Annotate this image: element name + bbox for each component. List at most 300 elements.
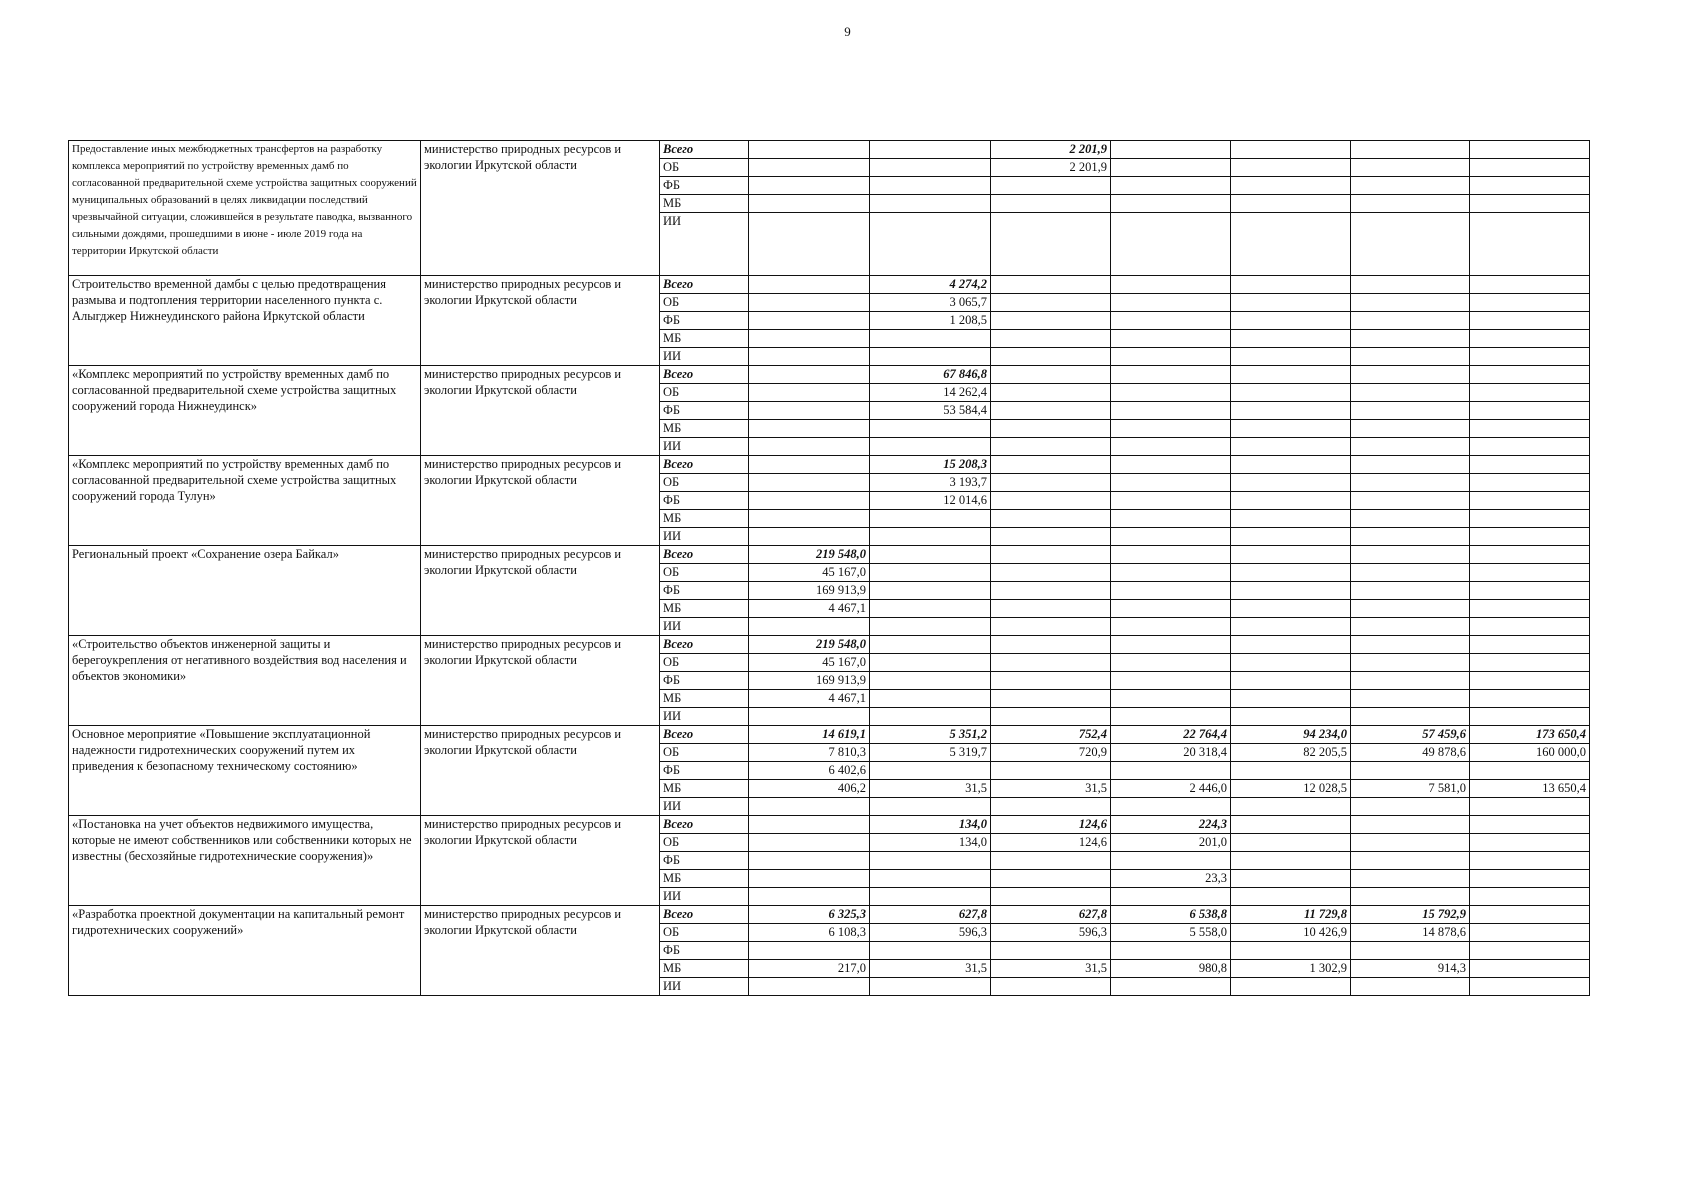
table-row xyxy=(69,456,1590,474)
amount-cell: 219 548,0 xyxy=(749,636,870,654)
amount-cell xyxy=(870,762,991,780)
amount-cell xyxy=(1351,420,1470,438)
amount-cell xyxy=(991,888,1111,906)
amount-cell: 14 262,4 xyxy=(870,384,991,402)
amount-cell xyxy=(1470,618,1590,636)
amount-cell xyxy=(991,600,1111,618)
amount-cell xyxy=(1231,816,1351,834)
amount-cell: 2 201,9 xyxy=(991,159,1111,177)
amount-cell xyxy=(1231,942,1351,960)
funding-source-cell: ОБ xyxy=(660,384,749,402)
amount-cell xyxy=(870,654,991,672)
amount-cell xyxy=(1470,798,1590,816)
event-name-cell: «Комплекс мероприятий по устройству временных дамб по согласованной предварительной схеме устройства защитных сооружений города Нижнеудинск» xyxy=(69,366,421,456)
amount-cell xyxy=(1231,402,1351,420)
amount-cell xyxy=(1111,312,1231,330)
amount-cell xyxy=(1470,276,1590,294)
funding-source-cell: Всего xyxy=(660,816,749,834)
funding-source-cell: ИИ xyxy=(660,618,749,636)
funding-source-cell: ИИ xyxy=(660,348,749,366)
amount-cell xyxy=(1351,654,1470,672)
amount-cell xyxy=(1351,690,1470,708)
amount-cell xyxy=(1231,636,1351,654)
funding-source-cell: ОБ xyxy=(660,294,749,312)
amount-cell xyxy=(1351,834,1470,852)
amount-cell xyxy=(1470,438,1590,456)
event-name-cell: «Постановка на учет объектов недвижимого имущества, которые не имеют собственников или собственники которых не известны (бесхозяйные гидротехнические сооружения)» xyxy=(69,816,421,906)
amount-cell xyxy=(1111,690,1231,708)
amount-cell: 31,5 xyxy=(870,960,991,978)
amount-cell: 5 319,7 xyxy=(870,744,991,762)
amount-cell: 134,0 xyxy=(870,834,991,852)
amount-cell xyxy=(991,564,1111,582)
amount-cell xyxy=(991,312,1111,330)
amount-cell: 4 467,1 xyxy=(749,600,870,618)
amount-cell xyxy=(1231,600,1351,618)
table-row xyxy=(69,141,1590,159)
funding-source-cell: ФБ xyxy=(660,942,749,960)
amount-cell: 134,0 xyxy=(870,816,991,834)
funding-source-cell: ОБ xyxy=(660,744,749,762)
amount-cell xyxy=(749,348,870,366)
amount-cell xyxy=(1351,618,1470,636)
amount-cell xyxy=(749,294,870,312)
funding-source-cell: ОБ xyxy=(660,159,749,177)
amount-cell: 219 548,0 xyxy=(749,546,870,564)
funding-source-cell: МБ xyxy=(660,600,749,618)
amount-cell: 14 878,6 xyxy=(1351,924,1470,942)
amount-cell: 406,2 xyxy=(749,780,870,798)
amount-cell xyxy=(1351,762,1470,780)
amount-cell xyxy=(749,456,870,474)
amount-cell xyxy=(749,798,870,816)
amount-cell xyxy=(870,870,991,888)
amount-cell xyxy=(1111,546,1231,564)
amount-cell xyxy=(1470,177,1590,195)
amount-cell: 12 014,6 xyxy=(870,492,991,510)
amount-cell xyxy=(1351,456,1470,474)
amount-cell xyxy=(1351,438,1470,456)
amount-cell xyxy=(1351,474,1470,492)
amount-cell xyxy=(1231,762,1351,780)
amount-cell xyxy=(1231,177,1351,195)
amount-cell xyxy=(1351,852,1470,870)
amount-cell: 49 878,6 xyxy=(1351,744,1470,762)
amount-cell xyxy=(991,294,1111,312)
funding-source-cell: Всего xyxy=(660,456,749,474)
amount-cell: 720,9 xyxy=(991,744,1111,762)
amount-cell xyxy=(991,852,1111,870)
amount-cell: 169 913,9 xyxy=(749,582,870,600)
amount-cell xyxy=(1351,816,1470,834)
amount-cell xyxy=(991,474,1111,492)
amount-cell xyxy=(870,438,991,456)
amount-cell xyxy=(1351,177,1470,195)
amount-cell xyxy=(870,798,991,816)
amount-cell xyxy=(991,402,1111,420)
amount-cell xyxy=(1351,276,1470,294)
amount-cell xyxy=(749,195,870,213)
amount-cell xyxy=(1111,384,1231,402)
organization-cell: министерство природных ресурсов и экологии Иркутской области xyxy=(421,546,660,636)
amount-cell xyxy=(1351,294,1470,312)
amount-cell xyxy=(1470,870,1590,888)
amount-cell xyxy=(991,420,1111,438)
event-name-cell: «Комплекс мероприятий по устройству временных дамб по согласованной предварительной схеме устройства защитных сооружений города Тулун» xyxy=(69,456,421,546)
amount-cell xyxy=(1351,213,1470,276)
amount-cell xyxy=(1231,618,1351,636)
amount-cell xyxy=(1351,141,1470,159)
amount-cell xyxy=(991,654,1111,672)
amount-cell xyxy=(991,798,1111,816)
amount-cell: 11 729,8 xyxy=(1231,906,1351,924)
amount-cell xyxy=(1111,276,1231,294)
amount-cell xyxy=(1231,690,1351,708)
amount-cell xyxy=(991,636,1111,654)
amount-cell xyxy=(1231,312,1351,330)
amount-cell: 45 167,0 xyxy=(749,564,870,582)
funding-source-cell: Всего xyxy=(660,141,749,159)
amount-cell xyxy=(749,276,870,294)
amount-cell xyxy=(991,942,1111,960)
amount-cell xyxy=(1231,888,1351,906)
organization-cell: министерство природных ресурсов и экологии Иркутской области xyxy=(421,276,660,366)
amount-cell xyxy=(991,177,1111,195)
amount-cell xyxy=(1231,456,1351,474)
amount-cell xyxy=(991,276,1111,294)
amount-cell xyxy=(1470,510,1590,528)
amount-cell xyxy=(1231,834,1351,852)
amount-cell xyxy=(1470,834,1590,852)
amount-cell: 4 274,2 xyxy=(870,276,991,294)
amount-cell xyxy=(1470,762,1590,780)
amount-cell xyxy=(1231,852,1351,870)
amount-cell xyxy=(1111,492,1231,510)
funding-source-cell: ФБ xyxy=(660,762,749,780)
amount-cell xyxy=(1231,141,1351,159)
amount-cell xyxy=(870,141,991,159)
funding-source-cell: ОБ xyxy=(660,474,749,492)
amount-cell: 5 351,2 xyxy=(870,726,991,744)
funding-source-cell: ФБ xyxy=(660,852,749,870)
amount-cell xyxy=(749,978,870,996)
amount-cell xyxy=(1351,528,1470,546)
amount-cell xyxy=(1470,213,1590,276)
funding-source-cell: ФБ xyxy=(660,582,749,600)
amount-cell: 1 208,5 xyxy=(870,312,991,330)
amount-cell xyxy=(1470,690,1590,708)
funding-source-cell: ФБ xyxy=(660,402,749,420)
amount-cell xyxy=(991,348,1111,366)
amount-cell xyxy=(1470,978,1590,996)
amount-cell xyxy=(1231,672,1351,690)
funding-source-cell: ИИ xyxy=(660,798,749,816)
amount-cell xyxy=(749,312,870,330)
amount-cell xyxy=(749,852,870,870)
amount-cell xyxy=(749,420,870,438)
amount-cell xyxy=(870,177,991,195)
amount-cell xyxy=(870,618,991,636)
amount-cell xyxy=(870,213,991,276)
amount-cell: 31,5 xyxy=(991,960,1111,978)
amount-cell: 6 108,3 xyxy=(749,924,870,942)
amount-cell xyxy=(1231,564,1351,582)
amount-cell xyxy=(749,474,870,492)
amount-cell: 752,4 xyxy=(991,726,1111,744)
amount-cell xyxy=(1470,420,1590,438)
amount-cell xyxy=(991,213,1111,276)
amount-cell xyxy=(1231,438,1351,456)
amount-cell: 4 467,1 xyxy=(749,690,870,708)
table-row xyxy=(69,726,1590,744)
amount-cell: 94 234,0 xyxy=(1231,726,1351,744)
amount-cell: 2 446,0 xyxy=(1111,780,1231,798)
amount-cell: 15 792,9 xyxy=(1351,906,1470,924)
amount-cell xyxy=(991,708,1111,726)
funding-source-cell: ОБ xyxy=(660,924,749,942)
amount-cell xyxy=(1351,366,1470,384)
amount-cell xyxy=(1470,492,1590,510)
amount-cell xyxy=(1231,384,1351,402)
funding-source-cell: ФБ xyxy=(660,672,749,690)
amount-cell xyxy=(749,177,870,195)
amount-cell xyxy=(991,384,1111,402)
amount-cell xyxy=(1111,474,1231,492)
amount-cell xyxy=(1351,942,1470,960)
amount-cell xyxy=(991,528,1111,546)
amount-cell xyxy=(870,852,991,870)
amount-cell: 3 065,7 xyxy=(870,294,991,312)
amount-cell xyxy=(991,690,1111,708)
amount-cell: 7 810,3 xyxy=(749,744,870,762)
amount-cell xyxy=(870,978,991,996)
table-row xyxy=(69,816,1590,834)
amount-cell xyxy=(1231,474,1351,492)
amount-cell xyxy=(749,618,870,636)
amount-cell xyxy=(870,159,991,177)
amount-cell: 12 028,5 xyxy=(1231,780,1351,798)
amount-cell xyxy=(991,438,1111,456)
organization-cell: министерство природных ресурсов и экологии Иркутской области xyxy=(421,636,660,726)
amount-cell xyxy=(749,141,870,159)
amount-cell: 31,5 xyxy=(991,780,1111,798)
funding-source-cell: ОБ xyxy=(660,564,749,582)
amount-cell xyxy=(1470,582,1590,600)
amount-cell xyxy=(1231,978,1351,996)
amount-cell: 160 000,0 xyxy=(1470,744,1590,762)
amount-cell: 627,8 xyxy=(870,906,991,924)
event-name-cell: «Строительство объектов инженерной защиты и берегоукрепления от негативного воздействия вод населения и объектов экономики» xyxy=(69,636,421,726)
amount-cell: 5 558,0 xyxy=(1111,924,1231,942)
amount-cell xyxy=(1351,330,1470,348)
amount-cell xyxy=(1470,195,1590,213)
funding-source-cell: МБ xyxy=(660,195,749,213)
amount-cell: 22 764,4 xyxy=(1111,726,1231,744)
amount-cell xyxy=(1111,402,1231,420)
funding-source-cell: Всего xyxy=(660,636,749,654)
amount-cell xyxy=(1231,708,1351,726)
amount-cell xyxy=(749,366,870,384)
amount-cell xyxy=(870,510,991,528)
amount-cell xyxy=(749,402,870,420)
amount-cell xyxy=(1470,960,1590,978)
amount-cell xyxy=(1351,384,1470,402)
funding-source-cell: ОБ xyxy=(660,834,749,852)
funding-source-cell: МБ xyxy=(660,420,749,438)
funding-source-cell: Всего xyxy=(660,726,749,744)
funding-source-cell: МБ xyxy=(660,960,749,978)
amount-cell xyxy=(991,330,1111,348)
amount-cell xyxy=(1111,618,1231,636)
amount-cell xyxy=(1111,195,1231,213)
amount-cell xyxy=(1231,330,1351,348)
amount-cell xyxy=(1470,366,1590,384)
amount-cell xyxy=(1231,510,1351,528)
amount-cell xyxy=(1231,528,1351,546)
amount-cell xyxy=(1470,294,1590,312)
amount-cell xyxy=(1231,654,1351,672)
amount-cell xyxy=(1470,708,1590,726)
amount-cell xyxy=(870,348,991,366)
amount-cell xyxy=(1111,978,1231,996)
amount-cell xyxy=(1470,654,1590,672)
amount-cell xyxy=(1111,708,1231,726)
amount-cell xyxy=(1111,798,1231,816)
amount-cell xyxy=(1111,672,1231,690)
amount-cell xyxy=(1111,213,1231,276)
funding-source-cell: ИИ xyxy=(660,888,749,906)
amount-cell xyxy=(870,195,991,213)
amount-cell xyxy=(1470,942,1590,960)
amount-cell xyxy=(1470,888,1590,906)
amount-cell xyxy=(1231,366,1351,384)
amount-cell xyxy=(749,528,870,546)
amount-cell xyxy=(1470,159,1590,177)
amount-cell xyxy=(1111,330,1231,348)
amount-cell xyxy=(1111,564,1231,582)
amount-cell xyxy=(1111,942,1231,960)
table-row xyxy=(69,366,1590,384)
amount-cell xyxy=(1351,888,1470,906)
amount-cell: 57 459,6 xyxy=(1351,726,1470,744)
amount-cell: 914,3 xyxy=(1351,960,1470,978)
amount-cell xyxy=(1351,600,1470,618)
amount-cell xyxy=(1111,348,1231,366)
amount-cell xyxy=(1231,492,1351,510)
amount-cell xyxy=(1470,600,1590,618)
amount-cell xyxy=(749,159,870,177)
amount-cell xyxy=(1111,420,1231,438)
funding-source-cell: МБ xyxy=(660,330,749,348)
amount-cell xyxy=(870,600,991,618)
funding-source-cell: Всего xyxy=(660,906,749,924)
amount-cell xyxy=(1470,636,1590,654)
amount-cell xyxy=(1231,348,1351,366)
amount-cell xyxy=(991,456,1111,474)
amount-cell xyxy=(749,942,870,960)
amount-cell: 45 167,0 xyxy=(749,654,870,672)
amount-cell xyxy=(1351,978,1470,996)
amount-cell xyxy=(1470,330,1590,348)
amount-cell: 217,0 xyxy=(749,960,870,978)
amount-cell xyxy=(1111,600,1231,618)
organization-cell: министерство природных ресурсов и экологии Иркутской области xyxy=(421,366,660,456)
amount-cell xyxy=(870,420,991,438)
page-number: 9 xyxy=(844,24,851,39)
amount-cell xyxy=(991,510,1111,528)
amount-cell xyxy=(1351,312,1470,330)
amount-cell xyxy=(1111,888,1231,906)
table-row xyxy=(69,276,1590,294)
amount-cell: 10 426,9 xyxy=(1231,924,1351,942)
event-name-cell: Предоставление иных межбюджетных трансфертов на разработку комплекса мероприятий по устройству временных дамб по согласованной предварительной схеме устройства защитных сооружений муниципальных образований в целях ликвидации последствий чрезвычайной ситуации, сложившейся в результате паводка, вызванного сильными дождями, прошедшими в июне - июле 2019 года на территории Иркутской области xyxy=(69,141,421,276)
amount-cell xyxy=(870,636,991,654)
amount-cell: 224,3 xyxy=(1111,816,1231,834)
amount-cell: 20 318,4 xyxy=(1111,744,1231,762)
funding-source-cell: МБ xyxy=(660,690,749,708)
amount-cell: 124,6 xyxy=(991,834,1111,852)
amount-cell xyxy=(870,330,991,348)
amount-cell xyxy=(1111,141,1231,159)
amount-cell xyxy=(1351,195,1470,213)
amount-cell xyxy=(991,762,1111,780)
amount-cell xyxy=(1111,636,1231,654)
funding-source-cell: ФБ xyxy=(660,492,749,510)
amount-cell xyxy=(1231,546,1351,564)
amount-cell xyxy=(1470,141,1590,159)
amount-cell xyxy=(1231,582,1351,600)
amount-cell xyxy=(1351,402,1470,420)
event-name-cell: «Разработка проектной документации на капитальный ремонт гидротехнических сооружений» xyxy=(69,906,421,996)
amount-cell xyxy=(870,690,991,708)
amount-cell xyxy=(1351,159,1470,177)
funding-source-cell: Всего xyxy=(660,276,749,294)
amount-cell: 13 650,4 xyxy=(1470,780,1590,798)
organization-cell: министерство природных ресурсов и экологии Иркутской области xyxy=(421,816,660,906)
amount-cell xyxy=(749,510,870,528)
amount-cell xyxy=(749,438,870,456)
amount-cell xyxy=(749,870,870,888)
amount-cell: 3 193,7 xyxy=(870,474,991,492)
amount-cell xyxy=(1231,195,1351,213)
budget-table xyxy=(68,140,1590,996)
amount-cell: 169 913,9 xyxy=(749,672,870,690)
amount-cell xyxy=(1351,672,1470,690)
amount-cell: 31,5 xyxy=(870,780,991,798)
amount-cell xyxy=(1351,582,1470,600)
amount-cell xyxy=(870,942,991,960)
amount-cell: 6 402,6 xyxy=(749,762,870,780)
funding-source-cell: ФБ xyxy=(660,312,749,330)
table-row xyxy=(69,636,1590,654)
amount-cell xyxy=(1111,456,1231,474)
amount-cell xyxy=(749,384,870,402)
amount-cell xyxy=(1231,213,1351,276)
amount-cell xyxy=(1231,276,1351,294)
amount-cell xyxy=(1111,177,1231,195)
amount-cell xyxy=(1111,510,1231,528)
funding-source-cell: ОБ xyxy=(660,654,749,672)
amount-cell xyxy=(1470,924,1590,942)
amount-cell xyxy=(749,330,870,348)
amount-cell xyxy=(1470,528,1590,546)
amount-cell xyxy=(1470,564,1590,582)
amount-cell xyxy=(870,564,991,582)
amount-cell xyxy=(1111,852,1231,870)
amount-cell: 23,3 xyxy=(1111,870,1231,888)
funding-source-cell: МБ xyxy=(660,870,749,888)
amount-cell xyxy=(991,618,1111,636)
